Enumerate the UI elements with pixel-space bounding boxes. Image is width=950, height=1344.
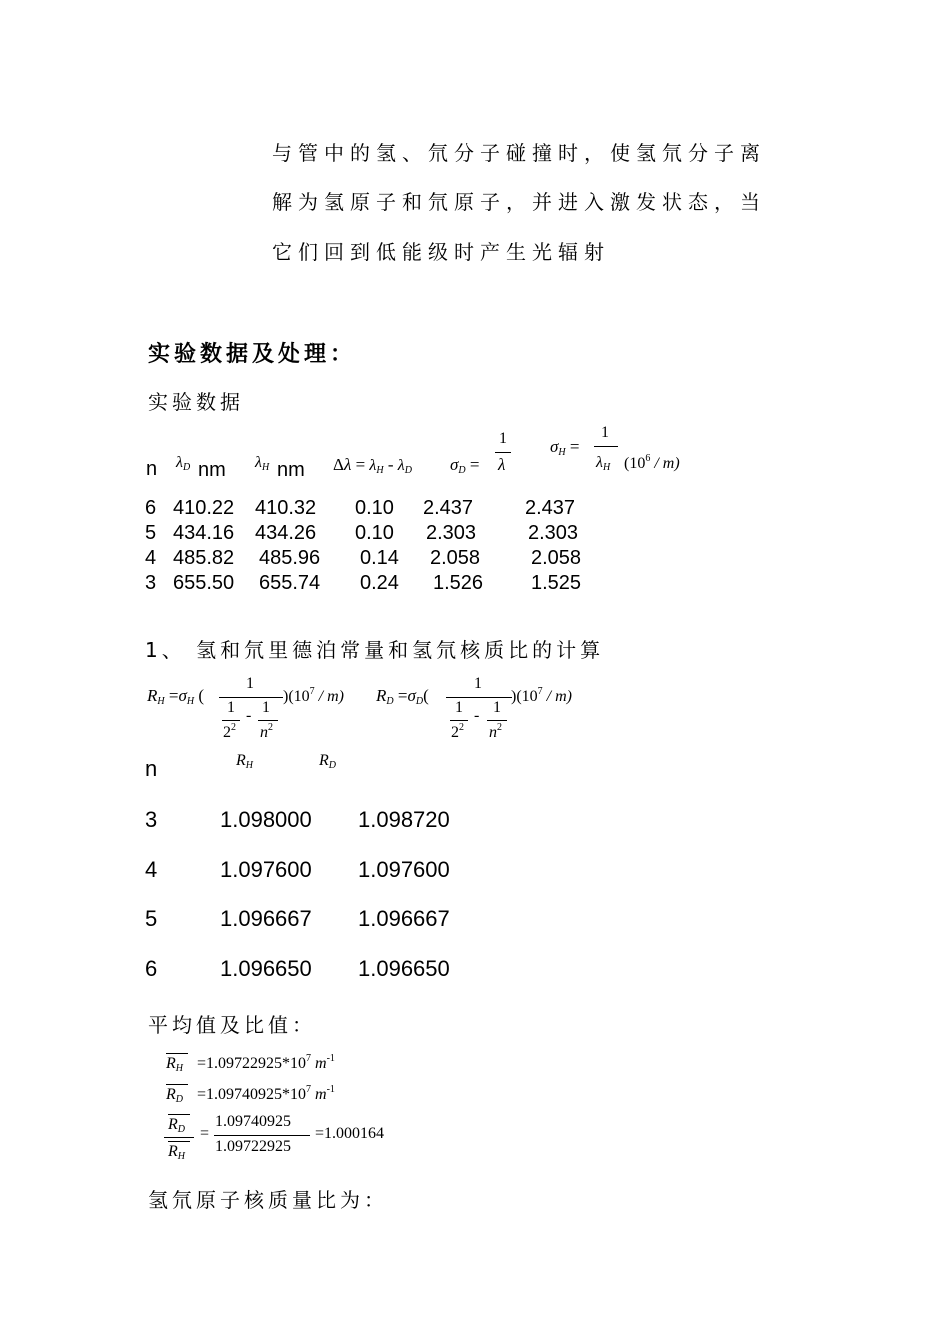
rd-unit: )$(10^7 / m)$ bbox=[511, 686, 572, 705]
sigma-d-fraction-line bbox=[495, 452, 511, 453]
sigma-h-numerator: 1 bbox=[601, 424, 609, 441]
section1-heading: 1、 氢和氘里德泊常量和氢氘核质比的计算 bbox=[145, 638, 605, 662]
header-delta-lambda: Δλ = λH - λD bbox=[333, 455, 412, 476]
sigma-d-denominator: λ bbox=[498, 455, 506, 474]
section-heading: 实验数据及处理： bbox=[148, 342, 357, 367]
sigma-h-denominator: λH bbox=[596, 454, 611, 473]
rh-unit: )$(10^7 / m)$ bbox=[283, 686, 344, 705]
rh-lhs: RH =σH ( bbox=[147, 686, 205, 707]
header-n: n bbox=[146, 458, 158, 480]
table2-header-n: n bbox=[145, 756, 158, 781]
header-lambda-h-unit: nm bbox=[277, 459, 305, 481]
sigma-h-fraction-line bbox=[594, 446, 618, 447]
mass-ratio-heading: 氢氘原子核质量比为： bbox=[148, 1188, 388, 1212]
header-sigma-d: σD = bbox=[450, 455, 480, 476]
rd-lhs: RD =σD( bbox=[376, 686, 429, 707]
header-sigma-h: σH = bbox=[550, 437, 580, 458]
data-heading: 实验数据 bbox=[148, 390, 244, 414]
intro-line-3: 它们回到低能级时产生光辐射 bbox=[272, 240, 610, 264]
sigma-unit: $(10^6 / m)$ bbox=[624, 453, 680, 472]
header-lambda-d: λD bbox=[176, 454, 191, 473]
avg-heading: 平均值及比值： bbox=[148, 1013, 316, 1037]
intro-line-2: 解为氢原子和氘原子，并进入激发状态，当 bbox=[272, 190, 766, 214]
table2-header-rh: RH bbox=[236, 752, 254, 771]
sigma-d-numerator: 1 bbox=[499, 430, 507, 447]
header-lambda-d-unit: nm bbox=[198, 459, 226, 481]
intro-line-1: 与管中的氢、氘分子碰撞时，使氢氘分子离 bbox=[272, 141, 766, 165]
table2-header-rd: RD bbox=[319, 752, 337, 771]
header-lambda-h: λH bbox=[255, 454, 270, 473]
